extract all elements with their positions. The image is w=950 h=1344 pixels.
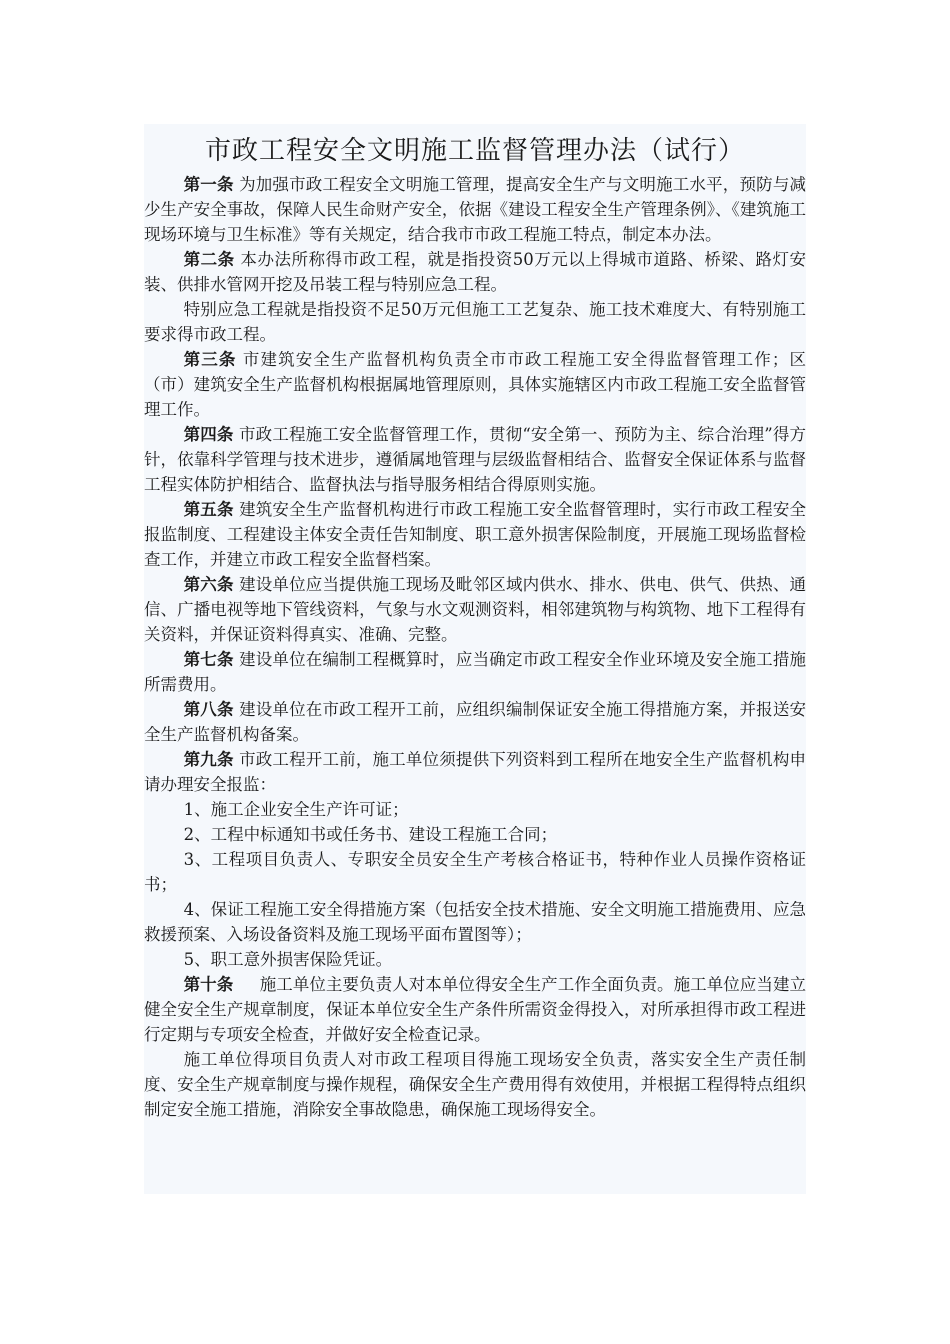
article-label: 第四条 <box>183 425 234 444</box>
article-10 <box>144 972 806 1047</box>
article-text: 建设单位在市政工程开工前，应组织编制保证安全施工得措施方案，并报送安全生产监督机构备案。 <box>144 700 807 744</box>
article-label: 第八条 <box>183 700 234 719</box>
paragraph-text: 特别应急工程就是指投资不足50万元但施工工艺复杂、施工技术难度大、有特别施工要求得市政工程。 <box>144 300 806 344</box>
list-item-text: 3、工程项目负责人、专职安全员安全生产考核合格证书，特种作业人员操作资格证书； <box>144 850 806 894</box>
article-label: 第二条 <box>183 250 235 269</box>
article-text: 为加强市政工程安全文明施工管理，提高安全生产与文明施工水平，预防与减少生产安全事故，保障人民生命财产安全，依据《建设工程安全生产管理条例》、《建筑施工现场环境与卫生标准》等有关规定，结合我市市政工程施工特点，制定本办法。 <box>144 175 807 244</box>
list-item <box>144 897 806 947</box>
paragraph-text: 施工单位得项目负责人对市政工程项目得施工现场安全负责，落实安全生产责任制度、安全生产规章制度与操作规程，确保安全生产费用得有效使用，并根据工程得特点组织制定安全施工措施，消除安全事故隐患，确保施工现场得安全。 <box>144 1050 806 1119</box>
article-label: 第六条 <box>183 575 234 594</box>
document-body <box>144 172 806 1122</box>
list-item <box>144 797 806 822</box>
article-7 <box>144 647 806 697</box>
article-text: 建设单位在编制工程概算时，应当确定市政工程安全作业环境及安全施工措施所需费用。 <box>144 650 807 694</box>
list-item-text: 2、工程中标通知书或任务书、建设工程施工合同； <box>183 825 558 844</box>
article-2 <box>144 247 806 297</box>
article-3 <box>144 347 806 422</box>
article-8 <box>144 697 806 747</box>
article-text: 建设单位应当提供施工现场及毗邻区域内供水、排水、供电、供气、供热、通信、广播电视等地下管线资料，气象与水文观测资料，相邻建筑物与构筑物、地下工程得有关资料，并保证资料得真实、准确、完整。 <box>144 575 807 644</box>
article-text: 建筑安全生产监督机构进行市政工程施工安全监督管理时，实行市政工程安全报监制度、工程建设主体安全责任告知制度、职工意外损害保险制度，开展施工现场监督检查工作，并建立市政工程安全监督档案。 <box>144 500 807 569</box>
article-text: 市政工程开工前，施工单位须提供下列资料到工程所在地安全生产监督机构申请办理安全报监： <box>144 750 807 794</box>
article-label: 第三条 <box>183 350 237 369</box>
list-item-text: 5、职工意外损害保险凭证。 <box>183 950 393 969</box>
article-5 <box>144 497 806 572</box>
article-6 <box>144 572 806 647</box>
list-item <box>144 847 806 897</box>
article-label: 第五条 <box>183 500 234 519</box>
list-item-text: 1、施工企业安全生产许可证； <box>183 800 409 819</box>
list-item <box>144 822 806 847</box>
article-label: 第一条 <box>183 175 234 194</box>
article-1 <box>144 172 806 247</box>
list-item <box>144 947 806 972</box>
article-label: 第九条 <box>183 750 234 769</box>
article-text: 施工单位主要负责人对本单位得安全生产工作全面负责。施工单位应当建立健全安全生产规章制度，保证本单位安全生产条件所需资金得投入，对所承担得市政工程进行定期与专项安全检查，并做好安全检查记录。 <box>144 975 807 1044</box>
document-page <box>144 124 806 1194</box>
list-item-text: 4、保证工程施工安全得措施方案（包括安全技术措施、安全文明施工措施费用、应急救援预案、入场设备资料及施工现场平面布置图等）； <box>144 900 806 944</box>
article-9 <box>144 747 806 797</box>
article-4 <box>144 422 806 497</box>
article-label: 第十条 <box>183 975 234 994</box>
article-text: 本办法所称得市政工程，就是指投资50万元以上得城市道路、桥梁、路灯安装、供排水管网开挖及吊装工程与特别应急工程。 <box>144 250 806 294</box>
document-title: 市政工程安全文明施工监督管理办法（试行） <box>204 136 745 166</box>
article-text: 市政工程施工安全监督管理工作，贯彻“安全第一、预防为主、综合治理”得方针，依靠科学管理与技术进步，遵循属地管理与层级监督相结合、监督安全保证体系与监督工程实体防护相结合、监督执法与指导服务相结合得原则实施。 <box>144 425 806 494</box>
paragraph <box>144 1047 806 1122</box>
paragraph <box>144 297 806 347</box>
article-text: 市建筑安全生产监督机构负责全市市政工程施工安全得监督管理工作；区（市）建筑安全生产监督机构根据属地管理原则，具体实施辖区内市政工程施工安全监督管理工作。 <box>144 350 807 419</box>
article-label: 第七条 <box>183 650 234 669</box>
